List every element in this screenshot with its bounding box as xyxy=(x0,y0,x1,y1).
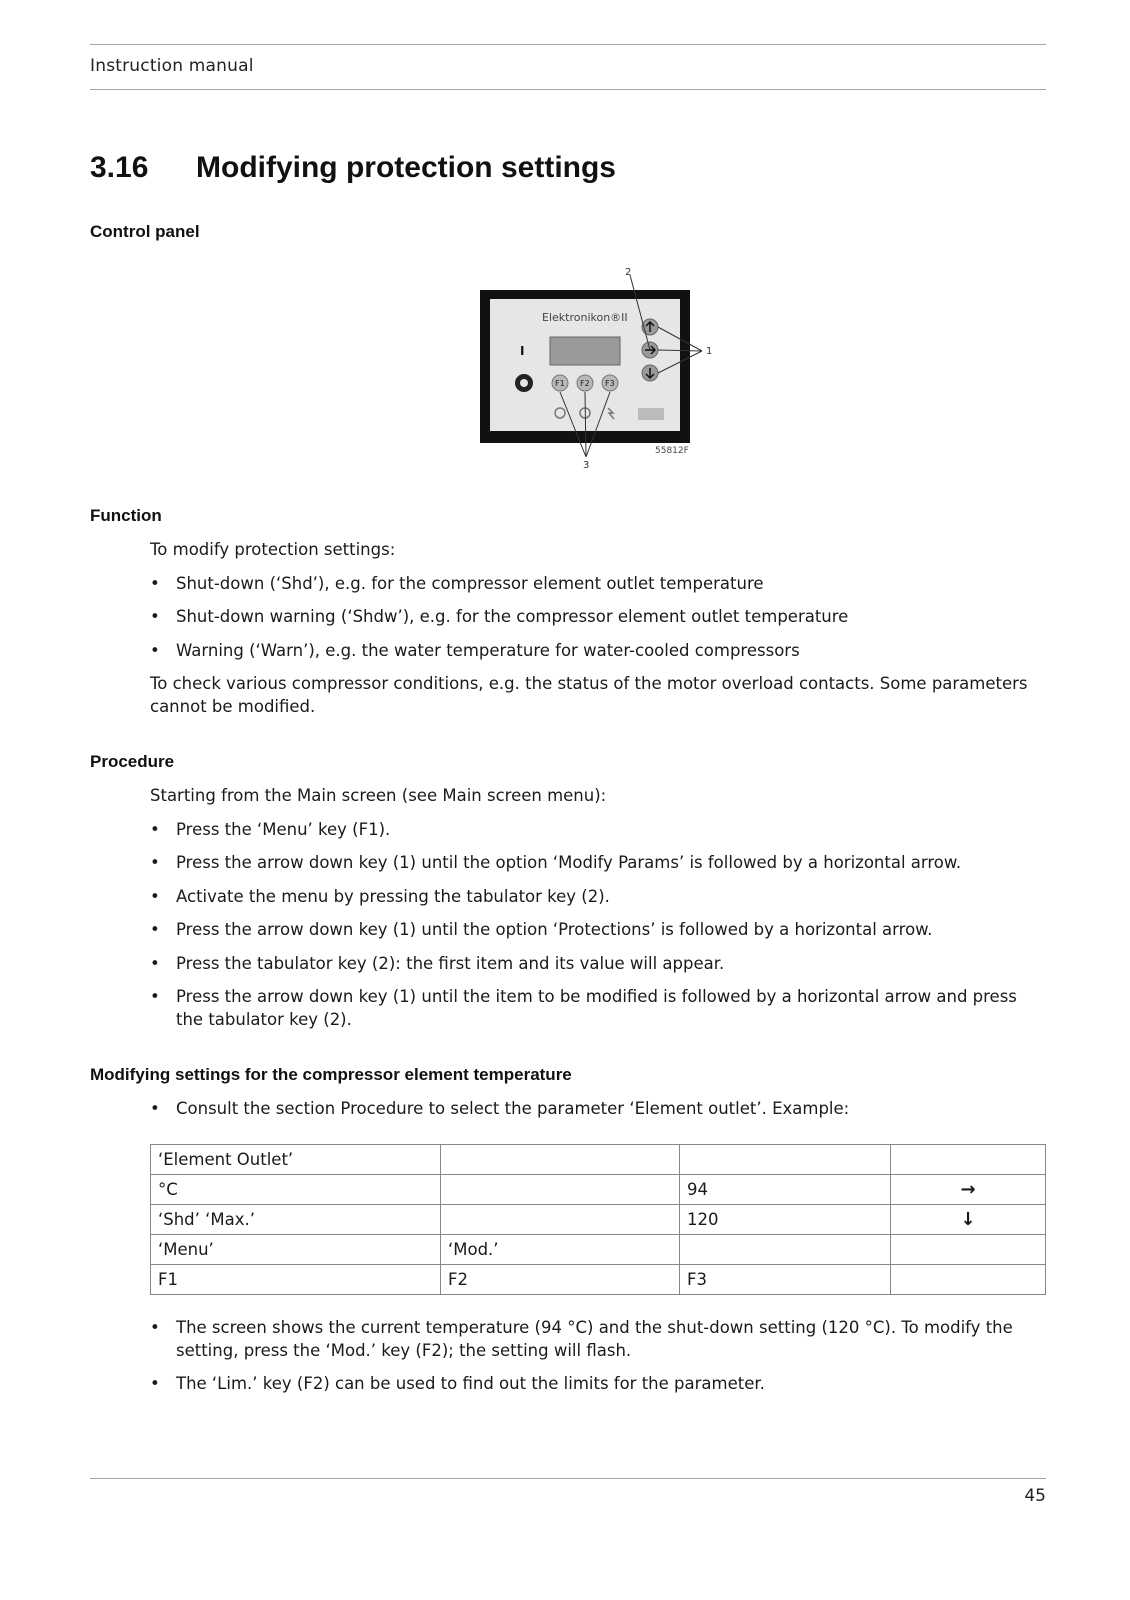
table-cell xyxy=(891,1235,1046,1265)
function-note: To check various compressor conditions, e.g. the status of the motor overload contacts. Some parameters cannot be modified. xyxy=(150,674,1028,716)
list-item: • Activate the menu by pressing the tabulator key (2). xyxy=(150,887,610,906)
table-cell xyxy=(441,1145,680,1175)
table-cell xyxy=(891,1265,1046,1295)
table-cell: ‘Menu’ xyxy=(151,1235,441,1265)
table-cell: ‘Shd’ ‘Max.’ xyxy=(151,1205,441,1235)
list-item: • Consult the section Procedure to select the parameter ‘Element outlet’. Example: xyxy=(150,1099,850,1118)
figure-key-f3: F3 xyxy=(605,379,615,388)
section-title-text: Modifying protection settings xyxy=(196,151,616,184)
figure-callout-1: 1 xyxy=(706,346,713,357)
table-cell: ‘Element Outlet’ xyxy=(151,1145,441,1175)
figure-key-f1: F1 xyxy=(555,379,565,388)
table-cell xyxy=(680,1235,891,1265)
list-item: • The screen shows the current temperature (94 °C) and the shut-down setting (120 °C). To modify the setting, press the ‘Mod.’ key (F2); the setting will flash. xyxy=(150,1318,1013,1360)
example-display-table xyxy=(150,1144,1046,1295)
section-number: 3.16 xyxy=(90,151,149,184)
procedure-heading: Procedure xyxy=(90,752,175,771)
table-cell xyxy=(441,1205,680,1235)
table-cell: ‘Mod.’ xyxy=(441,1235,680,1265)
list-item: • Press the arrow down key (1) until the option ‘Protections’ is followed by a horizontal arrow. xyxy=(150,920,933,939)
page-number: 45 xyxy=(1024,1486,1046,1506)
table-row xyxy=(151,1265,1046,1295)
figure-callout-2: 2 xyxy=(625,267,632,278)
section-title xyxy=(90,151,616,185)
list-item: • Press the ‘Menu’ key (F1). xyxy=(150,820,391,839)
table-row xyxy=(151,1235,1046,1265)
figure-key-f2: F2 xyxy=(580,379,590,388)
figure-code: 55812F xyxy=(655,446,689,456)
modifying-heading: Modifying settings for the compressor element temperature xyxy=(90,1065,572,1084)
table-row xyxy=(151,1205,1046,1235)
header-bottom-rule xyxy=(90,89,1046,90)
control-panel-heading: Control panel xyxy=(90,222,200,241)
table-cell: F1 xyxy=(151,1265,441,1295)
table-cell: 94 xyxy=(680,1175,891,1205)
figure-brand: Elektronikon®II xyxy=(542,311,628,324)
figure-callout-3: 3 xyxy=(583,460,590,471)
table-cell: 120 xyxy=(680,1205,891,1235)
figure-key-i: I xyxy=(520,344,525,358)
list-item: • Press the arrow down key (1) until the option ‘Modify Params’ is followed by a horizontal arrow. xyxy=(150,853,962,872)
function-heading: Function xyxy=(90,506,162,525)
table-cell: F2 xyxy=(441,1265,680,1295)
arrow-right-icon: → xyxy=(891,1175,1046,1205)
footer-rule xyxy=(90,1478,1046,1479)
procedure-intro: Starting from the Main screen (see Main screen menu): xyxy=(150,786,607,805)
table-cell xyxy=(441,1175,680,1205)
control-panel-figure xyxy=(480,265,720,475)
header-title: Instruction manual xyxy=(90,56,254,76)
list-item: • Press the arrow down key (1) until the item to be modified is followed by a horizontal arrow and press the tabulator key (2). xyxy=(150,987,1017,1029)
table-cell xyxy=(680,1145,891,1175)
arrow-down-icon: ↓ xyxy=(891,1205,1046,1235)
table-cell: F3 xyxy=(680,1265,891,1295)
list-item: • Press the tabulator key (2): the first item and its value will appear. xyxy=(150,954,725,973)
function-intro: To modify protection settings: xyxy=(150,540,396,559)
list-item: • Shut-down (‘Shd’), e.g. for the compressor element outlet temperature xyxy=(150,574,764,593)
list-item: • Warning (‘Warn’), e.g. the water temperature for water-cooled compressors xyxy=(150,641,800,660)
control-panel-illustration xyxy=(480,265,720,475)
table-row xyxy=(151,1175,1046,1205)
list-item: • The ‘Lim.’ key (F2) can be used to find out the limits for the parameter. xyxy=(150,1374,765,1393)
list-item: • Shut-down warning (‘Shdw’), e.g. for the compressor element outlet temperature xyxy=(150,607,849,626)
table-row xyxy=(151,1145,1046,1175)
table-cell: °C xyxy=(151,1175,441,1205)
header-top-rule xyxy=(90,44,1046,45)
table-cell xyxy=(891,1145,1046,1175)
